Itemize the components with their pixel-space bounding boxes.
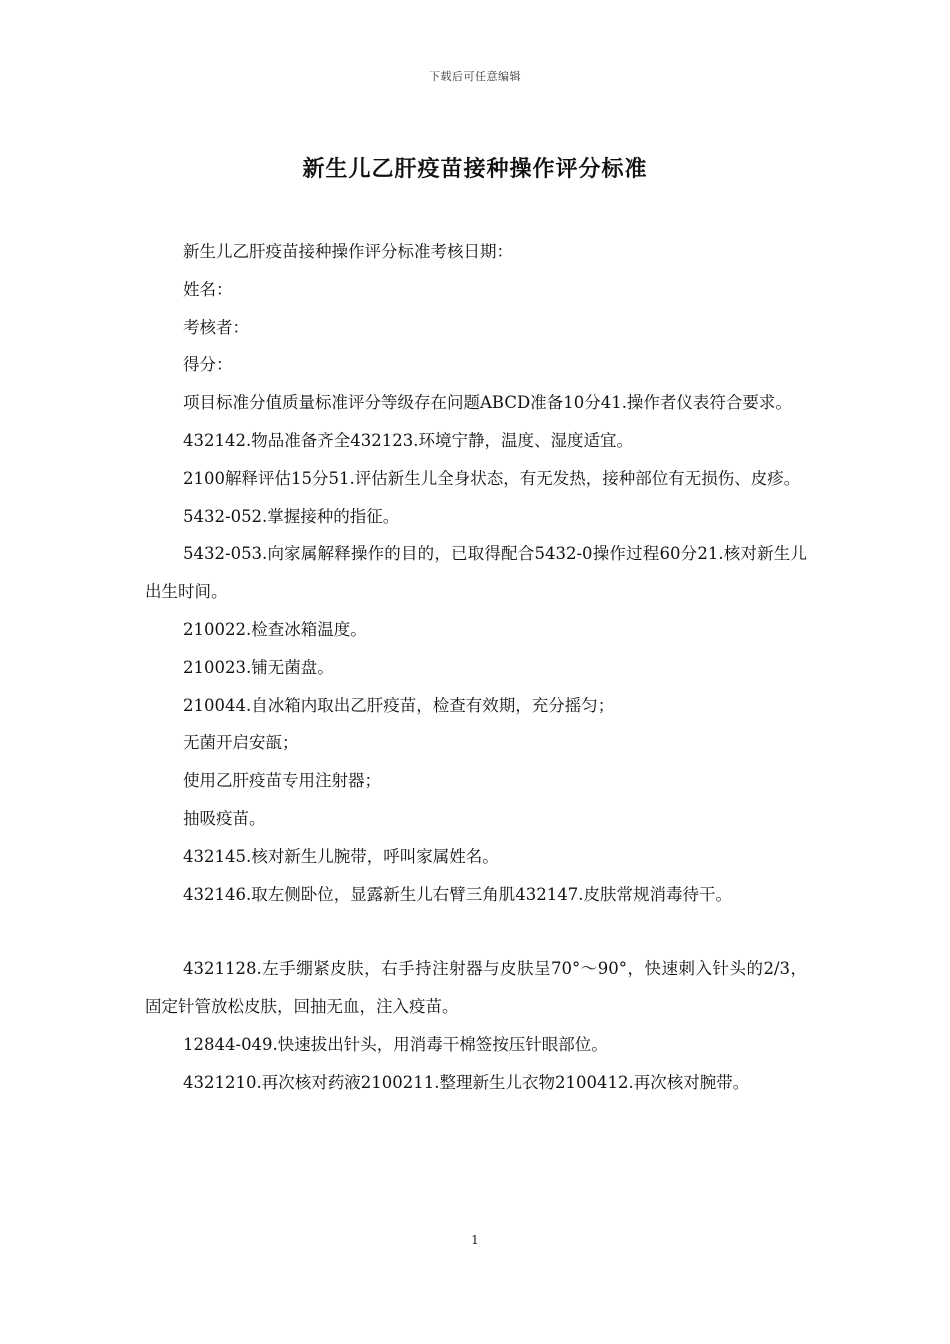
paragraph-fridge-temp: 210022.检查冰箱温度。 xyxy=(183,619,367,639)
paragraph-syringe: 使用乙肝疫苗专用注射器； xyxy=(183,771,381,791)
paragraph-examiner: 考核者： xyxy=(183,317,249,337)
paragraph-take-vaccine: 210044.自冰箱内取出乙肝疫苗，检查有效期，充分摇匀； xyxy=(183,695,615,715)
paragraph-recheck: 4321210.再次核对药液2100211.整理新生儿衣物2100412.再次核对腕带。 xyxy=(183,1072,750,1092)
paragraph-preparation: 项目标准分值质量标准评分等级存在问题ABCD准备10分41.操作者仪表符合要求。 xyxy=(183,393,792,413)
paragraph-assessment: 2100解释评估15分51.评估新生儿全身状态，有无发热，接种部位有无损伤、皮疹。 xyxy=(183,468,801,488)
paragraph-score: 得分： xyxy=(183,355,233,375)
paragraph-draw-vaccine: 抽吸疫苗。 xyxy=(183,808,266,828)
paragraph-injection: 4321128.左手绷紧皮肤，右手持注射器与皮肤呈70°～90°，快速刺入针头的2/3，固定针管放松皮肤，回抽无血，注入疫苗。 xyxy=(145,959,807,1017)
paragraph-sterile-tray: 210023.铺无菌盘。 xyxy=(183,657,334,677)
page-number: 1 xyxy=(471,1233,479,1247)
paragraph-position: 432146.取左侧卧位，显露新生儿右臂三角肌432147.皮肤常规消毒待干。 xyxy=(183,884,732,904)
document-title: 新生儿乙肝疫苗接种操作评分标准 xyxy=(302,156,648,182)
paragraph-withdraw-needle: 12844-049.快速拔出针头，用消毒干棉签按压针眼部位。 xyxy=(183,1034,608,1054)
header-note: 下载后可任意编辑 xyxy=(429,70,521,83)
paragraph-explain-family: 5432-053.向家属解释操作的目的，已取得配合5432-0操作过程60分21.核对新生儿出生时间。 xyxy=(145,544,807,602)
paragraph-materials: 432142.物品准备齐全432123.环境宁静，温度、湿度适宜。 xyxy=(183,430,633,450)
paragraph-exam-date: 新生儿乙肝疫苗接种操作评分标准考核日期： xyxy=(183,242,513,261)
paragraph-check-wristband: 432145.核对新生儿腕带，呼叫家属姓名。 xyxy=(183,846,499,866)
paragraph-name: 姓名： xyxy=(183,279,233,299)
paragraph-open-ampoule: 无菌开启安瓿； xyxy=(183,733,299,753)
document-body xyxy=(145,233,807,1102)
paragraph-indications: 5432-052.掌握接种的指征。 xyxy=(183,506,400,526)
